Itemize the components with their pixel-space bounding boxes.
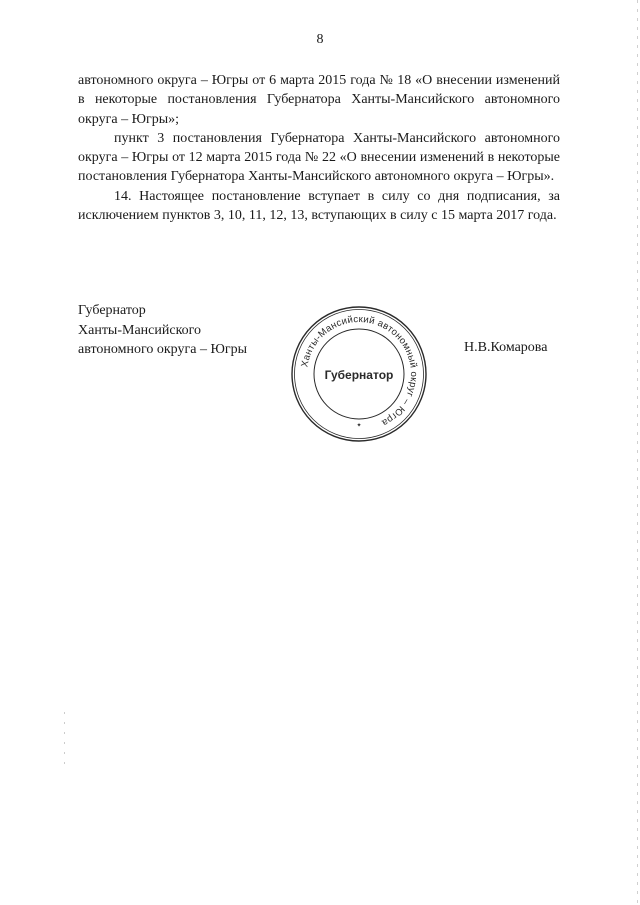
signatory-title-line: Губернатор bbox=[78, 303, 146, 318]
page-number: 8 bbox=[316, 32, 324, 47]
paragraph-continuation: автономного округа – Югры от 6 марта 2015 года № 18 «О внесении изменений в некоторые постановления Губернатора Ханты-Мансийского автономного округа – Югры»; bbox=[78, 73, 560, 127]
official-seal bbox=[289, 304, 429, 444]
paragraph-point-3: пункт 3 постановления Губернатора Ханты-Мансийского автономного округа – Югры от 12 марта 2015 года № 22 «О внесении изменений в некоторые постановления Губернатора Ханты-Мансийского автономного округа – Югры». bbox=[78, 130, 560, 185]
seal-ring-text: Ханты-Мансийский автономный округ – Югра bbox=[299, 313, 420, 429]
signatory-title-line: автономного округа – Югры bbox=[78, 342, 247, 357]
signatory-title-line: Ханты-Мансийского bbox=[78, 322, 202, 338]
scan-edge-artifact bbox=[637, 0, 638, 905]
signatory-title bbox=[78, 301, 247, 360]
seal-star-icon: ✦ bbox=[356, 422, 362, 429]
signatory-name: Н.В.Комарова bbox=[464, 340, 548, 355]
seal-center-text: Губернатор bbox=[324, 368, 394, 382]
document-body bbox=[78, 71, 560, 225]
scan-margin-artifact bbox=[64, 712, 65, 772]
paragraph-item-14: 14. Настоящее постановление вступает в силу со дня подписания, за исключением пунктов 3, 10, 11, 12, 13, вступающих в силу с 15 марта 2017 года. bbox=[78, 188, 560, 224]
